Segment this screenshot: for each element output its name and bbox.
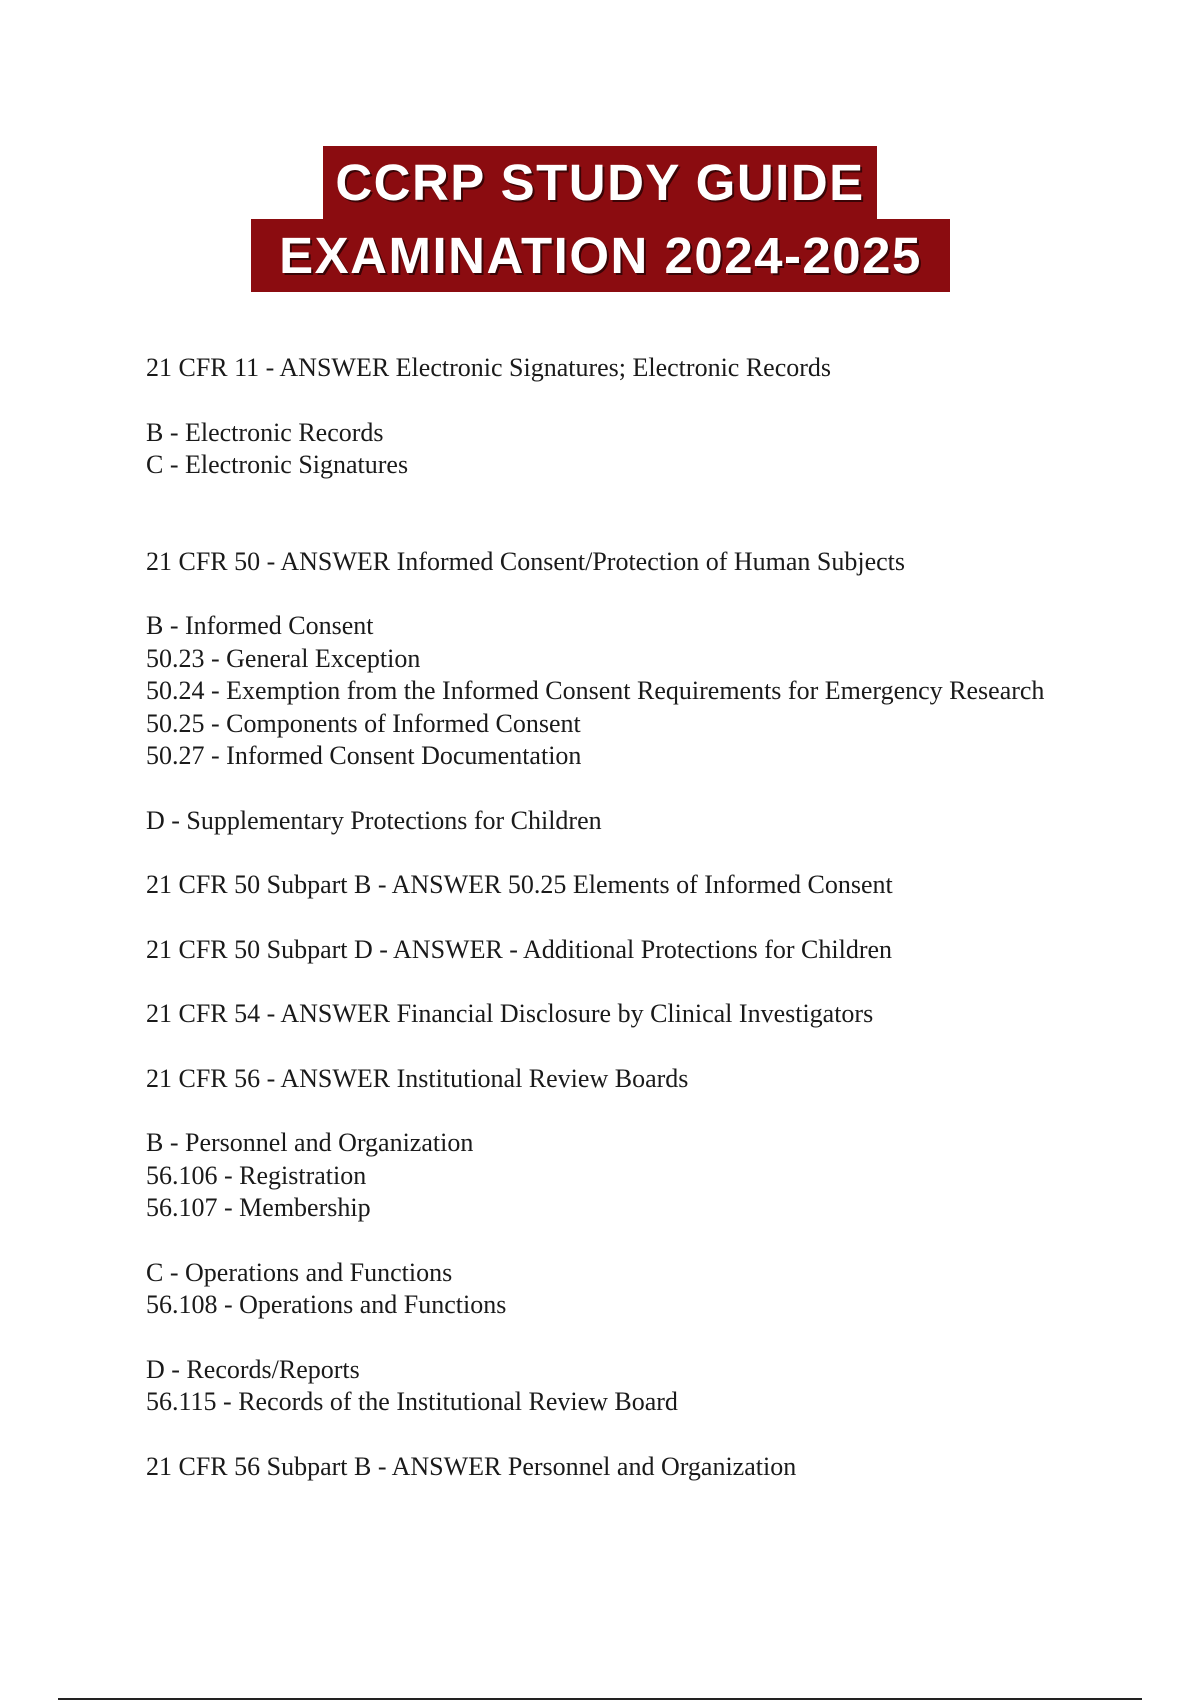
entry-21-cfr-56-subpart-b — [146, 1451, 1046, 1484]
entry-line: 50.25 - Components of Informed Consent — [146, 708, 581, 738]
entry-line: 50.24 - Exemption from the Informed Consent Requirements for Emergency Research — [146, 676, 1045, 705]
entry-21-cfr-54 — [146, 998, 1046, 1031]
entry-21-cfr-56-subpart-d-details — [146, 1354, 1046, 1419]
entry-line: C - Electronic Signatures — [146, 450, 409, 479]
entry-line: 56.108 - Operations and Functions — [146, 1290, 507, 1319]
entry-21-cfr-56 — [146, 1063, 1046, 1096]
entry-21-cfr-50-subpart-d-answer — [146, 934, 1046, 967]
entry-21-cfr-50-subpart-b-details — [146, 610, 1046, 773]
entry-line: D - Records/Reports — [146, 1354, 360, 1384]
study-guide-body — [146, 352, 1046, 1515]
entry-line: D - Supplementary Protections for Children — [146, 805, 602, 835]
title-line-1: CCRP STUDY GUIDE — [323, 146, 877, 219]
entry-21-cfr-50-subpart-d — [146, 805, 1046, 838]
entry-21-cfr-50 — [146, 546, 1046, 579]
entry-line: B - Personnel and Organization — [146, 1128, 474, 1157]
entry-line: 21 CFR 50 - ANSWER Informed Consent/Protection of Human Subjects — [146, 546, 906, 576]
entry-line: 56.107 - Membership — [146, 1193, 371, 1222]
entry-line: B - Electronic Records — [146, 417, 384, 447]
entry-21-cfr-56-subpart-b-details — [146, 1127, 1046, 1225]
entry-line: 50.27 - Informed Consent Documentation — [146, 741, 582, 770]
entry-line: 50.23 - General Exception — [146, 643, 421, 673]
entry-line: 56.106 - Registration — [146, 1160, 367, 1190]
entry-line: 21 CFR 50 Subpart D - ANSWER - Additional Protections for Children — [146, 934, 893, 964]
entry-line: 21 CFR 54 - ANSWER Financial Disclosure by Clinical Investigators — [146, 999, 874, 1028]
entry-21-cfr-11 — [146, 352, 1046, 385]
entry-21-cfr-50-subpart-b — [146, 869, 1046, 902]
title-line-2: EXAMINATION 2024-2025 — [251, 219, 950, 292]
entry-line: 56.115 - Records of the Institutional Review Board — [146, 1387, 678, 1416]
entry-line: 21 CFR 56 Subpart B - ANSWER Personnel and Organization — [146, 1451, 797, 1481]
entry-line: 21 CFR 50 Subpart B - ANSWER 50.25 Elements of Informed Consent — [146, 870, 893, 899]
entry-line: C - Operations and Functions — [146, 1257, 453, 1287]
entry-line: B - Informed Consent — [146, 611, 374, 640]
entry-21-cfr-56-subpart-c-details — [146, 1257, 1046, 1322]
entry-21-cfr-11-subparts — [146, 417, 1046, 482]
entry-line: 21 CFR 11 - ANSWER Electronic Signatures; Electronic Records — [146, 353, 832, 382]
entry-line: 21 CFR 56 - ANSWER Institutional Review Boards — [146, 1063, 689, 1093]
